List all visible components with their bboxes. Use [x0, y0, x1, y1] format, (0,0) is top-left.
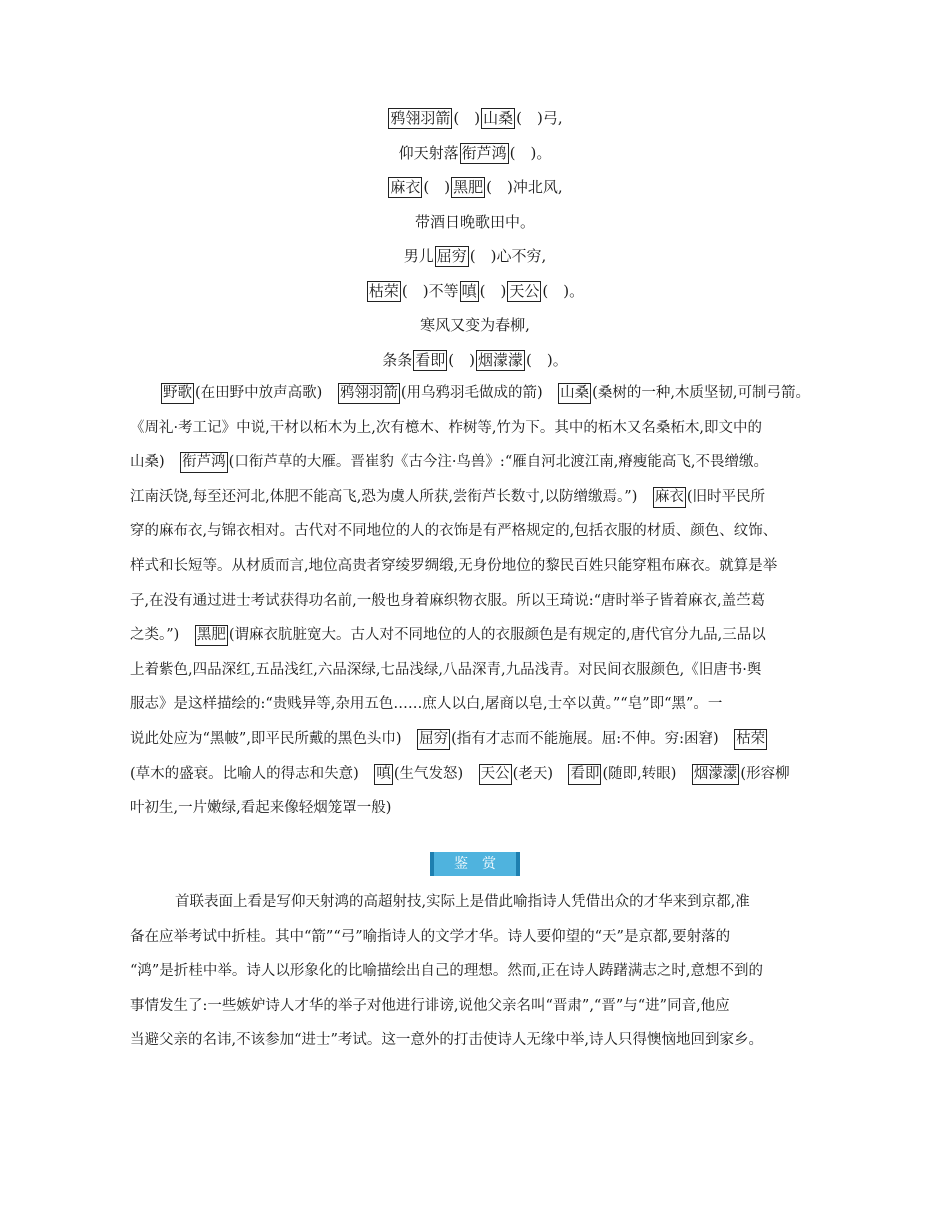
- note-line: [130, 376, 830, 411]
- paragraph-line: 事情发生了:一些嫉妒诗人才华的举子对他进行诽谤,说他父亲名叫“晋肃”,“晋”与“进”同音,他应: [130, 997, 730, 1014]
- note-text: (旧时平民所: [686, 488, 766, 505]
- note-line: 叶初生,一片嫩绿,看起来像轻烟笼罩一般): [130, 800, 392, 817]
- blank: ( ): [423, 178, 451, 196]
- blank: ( ): [526, 350, 553, 369]
- note-term: 枯荣: [734, 729, 767, 750]
- note-line: [130, 618, 830, 653]
- poem-text: 仰天射落: [398, 143, 459, 162]
- poem-text: 寒风又变为春柳,: [420, 316, 530, 334]
- poem-text: 不等: [428, 281, 459, 300]
- poem-line: [0, 136, 950, 171]
- poem-text: 。: [552, 350, 568, 369]
- poem-line: [0, 274, 950, 309]
- boxed-word: 衔芦鸿: [461, 143, 507, 162]
- poem-line: [0, 101, 950, 136]
- note-text: (形容柳: [740, 765, 790, 782]
- note-line: [130, 480, 830, 515]
- note-text: 说此处应为“黑帔”,即平民所戴的黑色头巾): [130, 730, 402, 747]
- note-text: (随即,转眼): [602, 765, 677, 782]
- poem-line: [0, 343, 950, 378]
- note-term: 屈穷: [417, 729, 450, 750]
- blank: ( ): [453, 109, 481, 127]
- poem-text: 心不穷,: [496, 247, 547, 265]
- appreciation-banner: 鉴赏: [430, 852, 520, 876]
- note-line: 样式和长短等。从材质而言,地位高贵者穿绫罗绸缎,无身份地位的黎民百姓只能穿粗布麻衣。就算是举: [130, 557, 778, 574]
- poem-text: 冲北风,: [512, 178, 563, 196]
- note-term: 麻衣: [653, 487, 686, 508]
- poem-text: 。: [536, 143, 552, 162]
- boxed-word: 烟濛濛: [478, 350, 524, 369]
- boxed-word: 枯荣: [368, 281, 399, 300]
- note-term: 野歌: [161, 383, 194, 404]
- note-text: (谓麻衣肮脏宽大。古人对不同地位的人的衣服颜色是有规定的,唐代官分九品,三品以: [228, 627, 766, 644]
- note-line: [130, 445, 830, 480]
- paragraph-line: 当避父亲的名讳,不该参加“进士”考试。这一意外的打击使诗人无缘中举,诗人只得懊恼地回到家乡。: [130, 1032, 764, 1049]
- note-term: 烟濛濛: [692, 764, 740, 785]
- poem-text: 弓,: [542, 109, 563, 127]
- boxed-word: 麻衣: [390, 178, 421, 196]
- blank: ( ): [479, 281, 507, 300]
- note-line: 服志》是这样描绘的:“贵贱异等,杂用五色……庶人以白,屠商以皂,士卒以黄。”“皂”即“黑”。一: [130, 696, 723, 713]
- note-text: (桑树的一种,木质坚韧,可制弓箭。: [592, 385, 811, 401]
- note-line: [130, 722, 830, 757]
- boxed-word: 嗔: [461, 281, 477, 300]
- boxed-word: 看即: [415, 350, 446, 369]
- blank: ( ): [486, 178, 513, 196]
- section-heading: [0, 852, 950, 876]
- note-line: 上着紫色,四品深红,五品浅红,六品深绿,七品浅绿,八品深青,九品浅青。对民间衣服颜色,《旧唐书·舆: [130, 661, 762, 678]
- note-line: [130, 757, 830, 792]
- note-term: 黑肥: [195, 625, 228, 646]
- note-text: (在田野中放声高歌): [195, 385, 323, 401]
- poem: [0, 101, 950, 377]
- appreciation-text: [130, 885, 830, 1058]
- poem-text: 。: [569, 281, 585, 300]
- poem-line: [0, 308, 950, 343]
- note-text: 之类。”): [130, 627, 180, 644]
- note-text: (指有才志而不能施展。屈:不伸。穷:困窘): [451, 730, 719, 747]
- note-term: 嗔: [374, 764, 393, 785]
- blank: ( ): [469, 247, 497, 265]
- boxed-word: 山桑: [483, 109, 514, 127]
- note-text: (口衔芦草的大雁。晋崔豹《古今注·鸟兽》:“雁自河北渡江南,瘠瘦能高飞,不畏缯缴。: [228, 454, 768, 471]
- poem-text: 带酒日晚歌田中。: [414, 212, 535, 231]
- note-term: 看即: [568, 764, 601, 785]
- annotations: [130, 376, 830, 826]
- note-line: 穿的麻布衣,与锦衣相对。古代对不同地位的人的衣饰是有严格规定的,包括衣服的材质、颜色、纹饰、: [130, 523, 778, 540]
- boxed-word: 天公: [509, 281, 540, 300]
- paragraph-line: 首联表面上看是写仰天射鸿的高超射技,实际上是借此喻指诗人凭借出众的才华来到京都,准: [175, 894, 750, 910]
- boxed-word: 鸦翎羽箭: [390, 109, 451, 127]
- poem-text: 男儿: [403, 247, 434, 265]
- poem-text: 条条: [382, 350, 413, 369]
- blank: ( ): [509, 143, 537, 162]
- note-term: 鸦翎羽箭: [338, 383, 400, 404]
- boxed-word: 屈穷: [436, 247, 467, 265]
- note-line: 子,在没有通过进士考试获得功名前,一般也身着麻织物衣服。所以王琦说:“唐时举子皆着麻衣,盖苎葛: [130, 592, 766, 609]
- blank: ( ): [516, 109, 543, 127]
- blank: ( ): [401, 281, 429, 300]
- note-term: 天公: [479, 764, 512, 785]
- note-term: 山桑: [558, 383, 591, 404]
- paragraph-line: 备在应举考试中折桂。其中“箭”“弓”喻指诗人的文学才华。诗人要仰望的“天”是京都,要射落的: [130, 928, 731, 945]
- note-text: (用乌鸦羽毛做成的箭): [400, 385, 543, 401]
- blank: ( ): [542, 281, 570, 300]
- note-text: (老天): [512, 765, 553, 782]
- note-text: 山桑): [130, 454, 165, 471]
- note-text: (草木的盛衰。比喻人的得志和失意): [130, 765, 359, 782]
- poem-line: [0, 170, 950, 205]
- note-text: (生气发怒): [393, 765, 464, 782]
- paragraph-line: “鸿”是折桂中举。诗人以形象化的比喻描绘出自己的理想。然而,正在诗人踌躇满志之时,意想不到的: [130, 963, 764, 980]
- poem-line: [0, 239, 950, 274]
- note-term: 衔芦鸿: [180, 452, 228, 473]
- poem-line: [0, 205, 950, 240]
- note-line: 《周礼·考工记》中说,干材以柘木为上,次有檍木、柞树等,竹为下。其中的柘木又名桑柘木,即文中的: [130, 419, 763, 436]
- note-text: 江南沃饶,每至还河北,体肥不能高飞,恐为虞人所获,尝衔芦长数寸,以防缯缴焉。”): [130, 488, 638, 505]
- boxed-word: 黑肥: [453, 178, 484, 196]
- blank: ( ): [448, 350, 475, 369]
